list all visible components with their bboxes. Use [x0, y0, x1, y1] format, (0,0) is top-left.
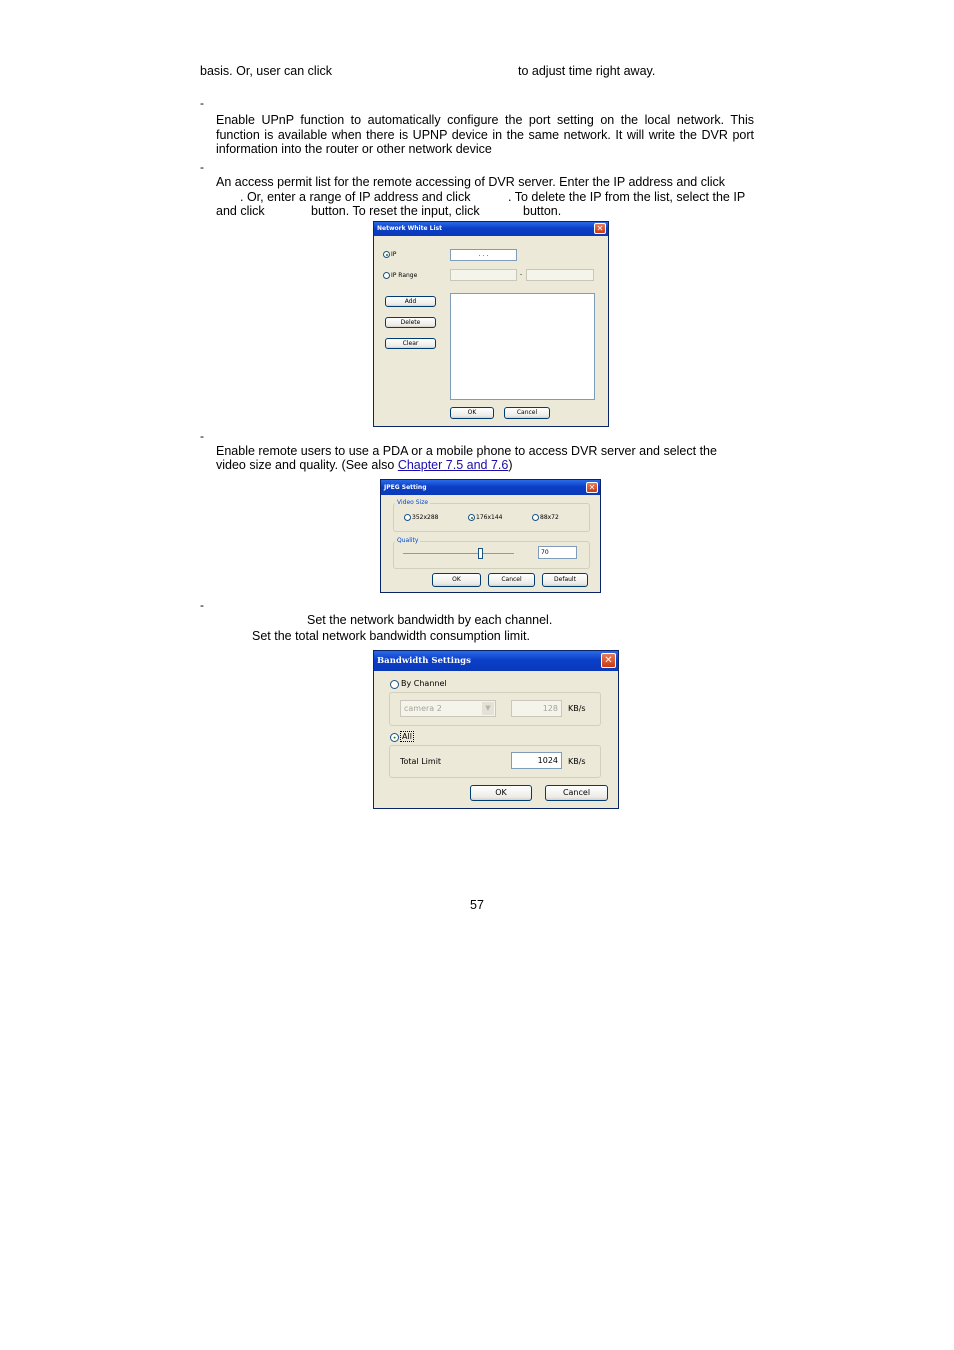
all-label: All	[402, 732, 412, 741]
intro-text-after: to adjust time right away.	[518, 64, 656, 78]
ip-list-box[interactable]	[450, 293, 595, 400]
bullet-dash: -	[200, 96, 204, 110]
jpeg-setting-dialog	[380, 479, 601, 593]
chevron-down-icon[interactable]: ▼	[482, 702, 494, 715]
bullet-dash: -	[200, 598, 204, 612]
ip-range-end-input[interactable]	[526, 269, 594, 281]
ip-range-radio[interactable]	[383, 272, 390, 279]
total-limit-input[interactable]: 1024	[511, 752, 562, 769]
chapter-link[interactable]: Chapter 7.5 and 7.6	[397, 458, 509, 472]
size-radio-0[interactable]	[404, 514, 411, 521]
pda-line-1: Enable remote users to use a PDA or a mobile phone to access DVR server and select the	[216, 444, 717, 458]
quality-input[interactable]: 70	[538, 546, 577, 559]
whitelist-line-2a: . Or, enter a range of IP address and click	[240, 190, 471, 204]
ok-button[interactable]: OK	[470, 785, 532, 801]
camera-select-value: camera 2	[404, 704, 442, 713]
by-channel-radio[interactable]	[390, 680, 399, 689]
pda-line-2-after: )	[508, 458, 513, 472]
whitelist-line-3c: button.	[523, 204, 562, 218]
ok-button[interactable]: OK	[450, 407, 494, 419]
upnp-line-3: information into the router or other network device	[216, 142, 492, 156]
bullet-dash: -	[200, 429, 204, 443]
bandwidth-line-1: Set the network bandwidth by each channel.	[307, 613, 553, 627]
page-number: 57	[470, 898, 484, 912]
total-limit-label: Total Limit	[400, 757, 442, 766]
all-radio[interactable]	[390, 733, 399, 742]
clear-button[interactable]: Clear	[385, 338, 436, 349]
upnp-line-1: Enable UPnP function to automatically configure the port setting on the local network. This	[216, 113, 754, 127]
delete-button[interactable]: Delete	[385, 317, 436, 328]
upnp-line-2: function is available when there is UPNP device in the same network. It will write the DVR port	[216, 127, 754, 142]
cancel-button[interactable]: Cancel	[545, 785, 608, 801]
whitelist-line-3a: and click	[216, 204, 265, 218]
ip-input[interactable]: . . .	[450, 249, 517, 261]
dialog-title: Bandwidth Settings	[374, 651, 618, 671]
range-separator: -	[520, 271, 523, 278]
quality-slider-thumb[interactable]	[478, 548, 483, 559]
intro-text-before: basis. Or, user can click	[200, 64, 332, 78]
cancel-button[interactable]: Cancel	[488, 573, 535, 587]
camera-select[interactable]	[400, 700, 496, 717]
bandwidth-settings-dialog	[373, 650, 619, 809]
channel-bandwidth-input[interactable]: 128	[511, 700, 562, 717]
size-radio-1[interactable]	[468, 514, 475, 521]
ip-radio[interactable]	[383, 251, 390, 258]
pda-line-2-before: video size and quality. (See also	[216, 458, 398, 472]
pda-line-2	[216, 458, 513, 472]
by-channel-label: By Channel	[401, 679, 447, 688]
whitelist-line-1: An access permit list for the remote accessing of DVR server. Enter the IP address and click	[216, 175, 726, 189]
cancel-button[interactable]: Cancel	[504, 407, 550, 419]
close-icon[interactable]: ✕	[594, 223, 606, 234]
channel-unit-label: KB/s	[568, 704, 586, 713]
whitelist-line-2b: . To delete the IP from the list, select the IP	[508, 190, 746, 204]
default-button[interactable]: Default	[542, 573, 588, 587]
size-label-0: 352x288	[412, 514, 439, 521]
close-icon[interactable]: ✕	[586, 482, 598, 493]
total-unit-label: KB/s	[568, 757, 586, 766]
whitelist-line-3b: button. To reset the input, click	[311, 204, 480, 218]
quality-slider-track[interactable]	[403, 553, 514, 554]
bullet-dash: -	[200, 160, 204, 174]
close-icon[interactable]: ✕	[601, 653, 616, 668]
bandwidth-line-2: Set the total network bandwidth consumption limit.	[252, 629, 530, 643]
video-size-group-title: Video Size	[397, 499, 429, 506]
quality-group-title: Quality	[397, 537, 419, 544]
add-button[interactable]: Add	[385, 296, 436, 307]
ip-range-label: IP Range	[391, 272, 418, 279]
size-radio-2[interactable]	[532, 514, 539, 521]
ip-label: IP	[391, 251, 397, 258]
dialog-title: JPEG Setting	[381, 480, 600, 495]
ip-range-start-input[interactable]	[450, 269, 517, 281]
size-label-2: 88x72	[540, 514, 559, 521]
dialog-title: Network White List	[374, 222, 608, 236]
ok-button[interactable]: OK	[432, 573, 481, 587]
size-label-1: 176x144	[476, 514, 503, 521]
network-white-list-dialog	[373, 221, 609, 427]
upnp-paragraph	[216, 113, 754, 157]
